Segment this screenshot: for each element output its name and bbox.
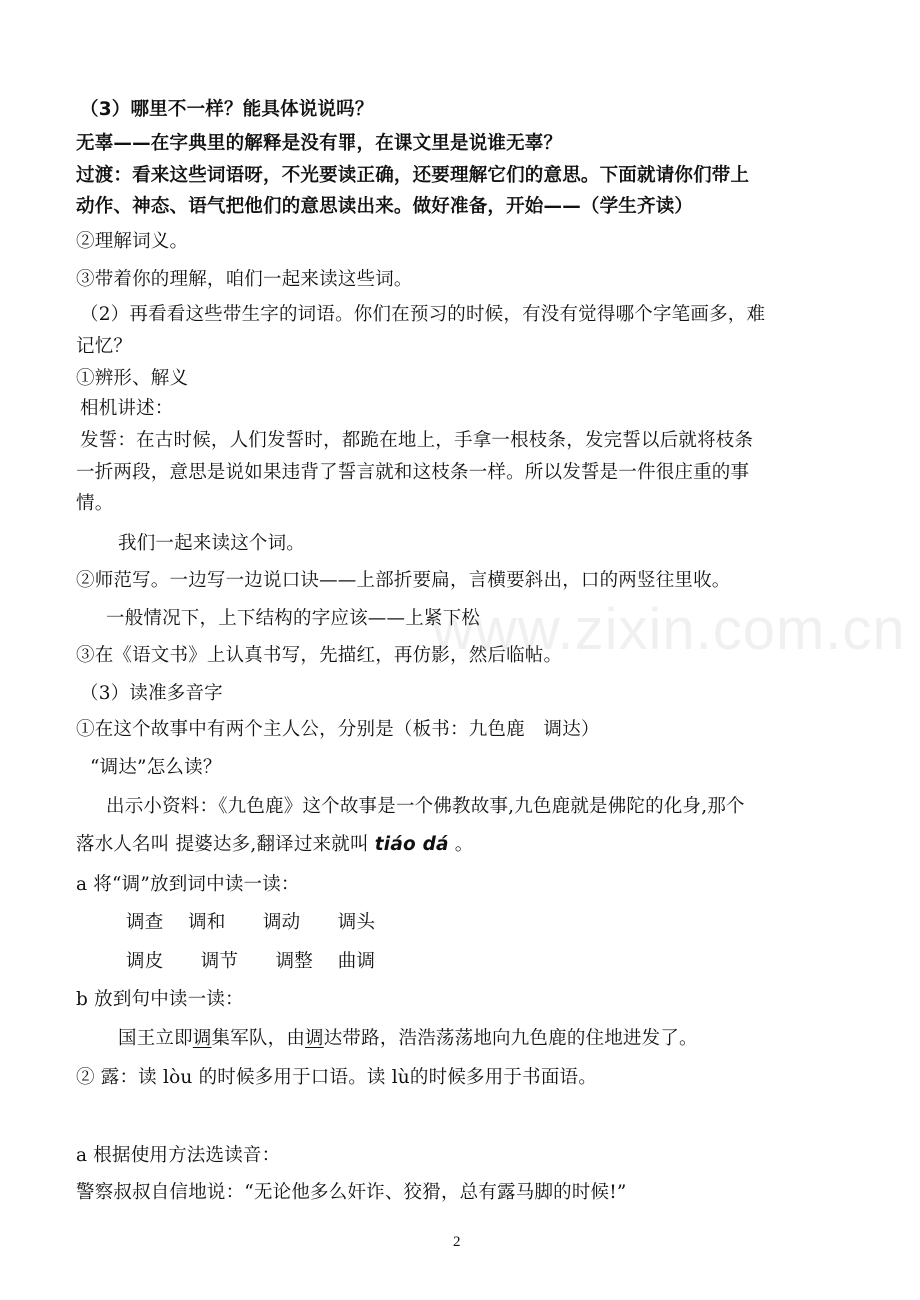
understand-meaning-line: ②理解词义。 — [76, 231, 189, 252]
name-translation-prefix: 落水人名叫 提婆达多,翻译过来就叫 — [76, 834, 375, 855]
choose-pronunciation-line: a 根据使用方法选读音： — [76, 1145, 281, 1166]
new-words-line-2: 记忆？ — [76, 336, 133, 357]
page-number: 2 — [453, 1234, 461, 1250]
fashi-line-1: 发誓：在古时候，人们发誓时，都跪在地上，手拿一根枝条，发完誓以后就将枝条 — [80, 430, 754, 451]
underlined-diao-1: 调 — [192, 1028, 212, 1049]
police-quote-line: 警察叔叔自信地说：“无论他多么奸诈、狡猾，总有露马脚的时候!” — [76, 1182, 627, 1203]
example-sentence-line — [118, 1027, 698, 1051]
structure-rule-line: 一般情况下，上下结构的字应该——上紧下松 — [106, 608, 481, 629]
sentence-reading-prompt: b 放到句中读一读： — [76, 989, 244, 1010]
transition-line-1: 过渡：看来这些词语呀，不光要读正确，还要理解它们的意思。下面就请你们带上 — [76, 165, 750, 186]
copy-writing-line: ③在《语文书》上认真书写，先描红，再仿影，然后临帖。 — [76, 645, 563, 666]
fashi-line-3: 情。 — [76, 493, 114, 514]
read-word-together-line: 我们一起来读这个词。 — [118, 533, 306, 554]
teacher-writing-line: ②师范写。一边写一边说口诀——上部折要扁，言横要斜出，口的两竖往里收。 — [76, 570, 731, 591]
sentence-part-2: 集军队，由 — [211, 1028, 306, 1049]
explanation-heading: 相机讲述： — [80, 398, 174, 419]
transition-line-2: 动作、神态、语气把他们的意思读出来。做好准备，开始——（学生齐读） — [76, 196, 694, 217]
fashi-line-2: 一折两段，意思是说如果违背了誓言就和这枝条一样。所以发誓是一件很庄重的事 — [76, 462, 750, 483]
word-list-row-1: 调查 调和 调动 调头 — [126, 912, 376, 933]
story-material-line: 出示小资料：《九色鹿》这个故事是一个佛教故事,九色鹿就是佛陀的化身,那个 — [106, 796, 745, 817]
question-3-line: （3）哪里不一样？能具体说说吗？ — [80, 99, 374, 120]
name-translation-line — [76, 833, 473, 857]
polyphonic-heading: （3）读准多音字 — [80, 683, 223, 704]
how-to-read-line: “调达”怎么读？ — [90, 757, 222, 778]
shape-meaning-line: ①辨形、解义 — [76, 368, 189, 389]
wugu-explanation-line: 无辜——在字典里的解释是没有罪，在课文里是说谁无辜？ — [76, 133, 563, 154]
lu-pronunciation-line: ② 露：读 lòu 的时候多用于口语。读 lù的时候多用于书面语。 — [76, 1067, 597, 1088]
underlined-diao-2: 调 — [305, 1028, 324, 1049]
word-reading-prompt: a 将“调”放到词中读一读： — [76, 874, 300, 895]
watermark: www.zixin.com.cn — [432, 597, 906, 662]
tiao-da-pinyin: tiáo dá — [374, 834, 449, 855]
name-translation-suffix: 。 — [448, 834, 474, 855]
read-words-line: ③带着你的理解，咱们一起来读这些词。 — [76, 269, 413, 290]
main-characters-line: ①在这个故事中有两个主人公，分别是（板书：九色鹿 调达） — [76, 719, 600, 740]
sentence-part-1: 国王立即 — [118, 1028, 193, 1049]
new-words-line-1: （2）再看看这些带生字的词语。你们在预习的时候，有没有觉得哪个字笔画多，难 — [80, 304, 766, 325]
word-list-row-2: 调皮 调节 调整 曲调 — [126, 951, 376, 972]
sentence-part-3: 达带路，浩浩荡荡地向九色鹿的住地进发了。 — [323, 1028, 698, 1049]
